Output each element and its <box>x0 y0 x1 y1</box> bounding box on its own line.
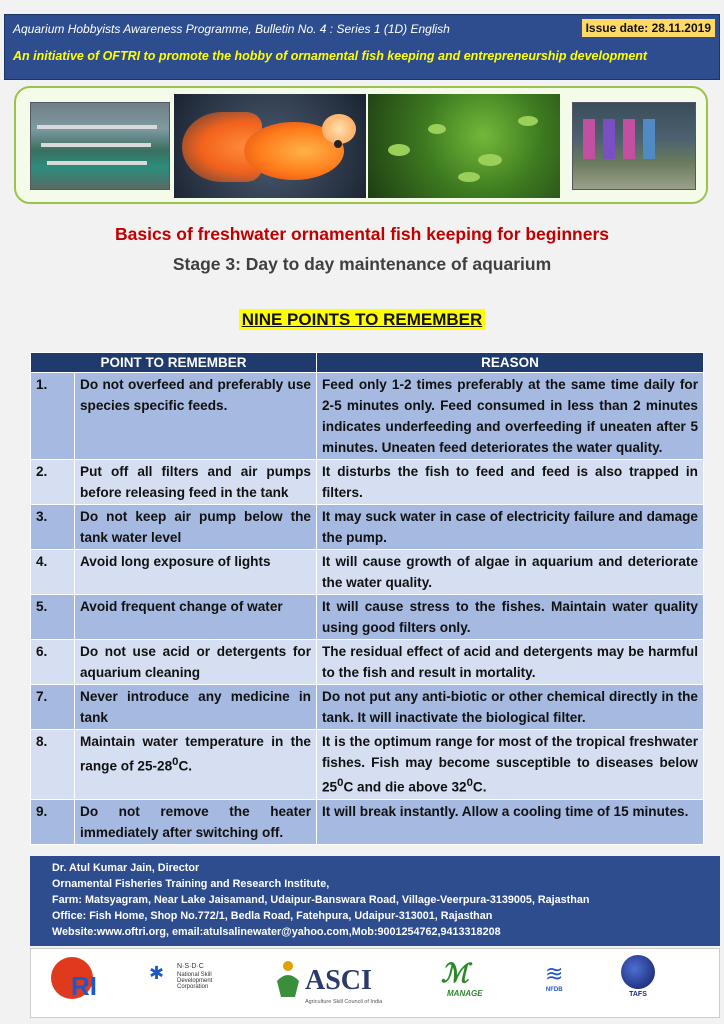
table-row <box>31 595 704 640</box>
office-address: Office: Fish Home, Shop No.772/1, Bedla Road, Fatehpura, Udaipur-313001, Rajasthan <box>52 910 493 922</box>
row-number: 2. <box>31 460 75 505</box>
tafs-logo <box>621 955 655 998</box>
row-number: 9. <box>31 799 75 844</box>
table-row <box>31 685 704 730</box>
reason-text: C. <box>472 779 487 795</box>
bulletin-header <box>4 14 720 80</box>
row-reason: Feed only 1-2 times preferably at the same time daily for 2-5 minutes only. Feed consumed in less than 2 minutes indicates underfeeding and overfeeding if uneaten after 5 minutes. Uneaten feed deteriorates the water quality. <box>317 373 704 460</box>
degree-superscript: 0 <box>337 777 344 789</box>
row-number: 6. <box>31 640 75 685</box>
row-point: Never introduce any medicine in tank <box>75 685 317 730</box>
section-heading-text: NINE POINTS TO REMEMBER <box>239 309 486 330</box>
manage-logo <box>441 959 483 998</box>
row-reason: Do not put any anti-biotic or other chemical directly in the tank. It will inactivate the biological filter. <box>317 685 704 730</box>
reason-text: It is the optimum range for most of the tropical freshwater fishes. Fish may become susceptible to diseases below 25 <box>322 734 698 795</box>
tafs-wordmark: TAFS <box>629 991 647 998</box>
degree-superscript: 0 <box>172 756 179 768</box>
contact-line: Website:www.oftri.org, email:atulsalinewater@yahoo.com,Mob:9001254762,9413318208 <box>52 926 501 938</box>
main-title: Basics of freshwater ornamental fish keeping for beginners <box>114 224 610 244</box>
row-point <box>75 730 317 800</box>
aquarium-shop-photo <box>572 102 696 190</box>
header-point: POINT TO REMEMBER <box>31 353 317 373</box>
nfdb-wordmark: NFDB <box>545 987 563 993</box>
header-reason: REASON <box>317 353 704 373</box>
oftri-logo-text: RI <box>71 971 97 1001</box>
nfdb-logo <box>545 961 563 993</box>
row-point: Avoid long exposure of lights <box>75 550 317 595</box>
table-row <box>31 460 704 505</box>
row-reason: It will cause growth of algae in aquarium and deteriorate the water quality. <box>317 550 704 595</box>
points-table <box>30 352 704 845</box>
row-point: Do not keep air pump below the tank water level <box>75 505 317 550</box>
row-reason: It will cause stress to the fishes. Maintain water quality using good filters only. <box>317 595 704 640</box>
nsdc-logo <box>149 963 213 990</box>
farm-address: Farm: Matsyagram, Near Lake Jaisamand, Udaipur-Banswara Road, Village-Veerpura-3139005, Rajasthan <box>52 894 590 906</box>
series-title: Aquarium Hobbyists Awareness Programme, Bulletin No. 4 : Series 1 (1D) English <box>13 22 450 36</box>
institute-line: Ornamental Fisheries Training and Research Institute, <box>52 878 330 890</box>
table-row <box>31 730 704 800</box>
table-header-row <box>31 353 704 373</box>
row-reason: It will break instantly. Allow a cooling time of 15 minutes. <box>317 799 704 844</box>
row-reason: The residual effect of acid and detergents may be harmful to the fish and result in mortality. <box>317 640 704 685</box>
initiative-line: An initiative of OFTRI to promote the hobby of ornamental fish keeping and entrepreneurship development <box>13 49 648 63</box>
row-number: 3. <box>31 505 75 550</box>
photo-banner <box>14 86 708 204</box>
globe-icon <box>621 955 655 989</box>
table-row <box>31 550 704 595</box>
degree-superscript: 0 <box>466 777 473 789</box>
partner-logos <box>30 948 720 1018</box>
manage-wordmark: MANAGE <box>447 989 483 998</box>
row-point: Do not remove the heater immediately after switching off. <box>75 799 317 844</box>
reason-text: C and die above 32 <box>343 779 467 795</box>
row-point: Do not overfeed and preferably use species specific feeds. <box>75 373 317 460</box>
goldfish-photo <box>174 94 366 198</box>
fish-icon: ≋ <box>545 961 564 986</box>
fish-farm-photo <box>30 102 170 190</box>
nsdc-name: National Skill Development Corporation <box>177 972 213 990</box>
row-number: 8. <box>31 730 75 800</box>
point-unit: C. <box>178 758 193 774</box>
asci-person-icon <box>271 959 305 999</box>
row-point: Do not use acid or detergents for aquarium cleaning <box>75 640 317 685</box>
row-reason <box>317 730 704 800</box>
row-point: Avoid frequent change of water <box>75 595 317 640</box>
row-reason: It disturbs the fish to feed and feed is also trapped in filters. <box>317 460 704 505</box>
asci-wordmark: ASCI <box>305 965 372 996</box>
table-row <box>31 640 704 685</box>
issue-date-badge: Issue date: 28.11.2019 <box>582 19 715 37</box>
row-number: 7. <box>31 685 75 730</box>
row-reason: It may suck water in case of electricity failure and damage the pump. <box>317 505 704 550</box>
table-row <box>31 373 704 460</box>
row-number: 5. <box>31 595 75 640</box>
aquarium-plants-photo <box>368 94 560 198</box>
sub-title: Stage 3: Day to day maintenance of aquarium <box>172 254 552 274</box>
director-line: Dr. Atul Kumar Jain, Director <box>52 862 200 874</box>
asci-tagline: Agriculture Skill Council of India <box>305 999 383 1005</box>
leaf-icon: ℳ <box>441 959 469 988</box>
section-heading <box>0 310 724 330</box>
table-row <box>31 799 704 844</box>
contact-footer <box>30 856 720 946</box>
nsdc-abbrev: N·S·D·C <box>177 963 204 970</box>
row-point: Put off all filters and air pumps before releasing feed in the tank <box>75 460 317 505</box>
oftri-logo <box>51 957 107 1009</box>
person-icon: ✱ <box>149 963 165 983</box>
table-row <box>31 505 704 550</box>
point-text: Maintain water temperature in the range of 25-28 <box>80 734 311 774</box>
row-number: 4. <box>31 550 75 595</box>
row-number: 1. <box>31 373 75 460</box>
